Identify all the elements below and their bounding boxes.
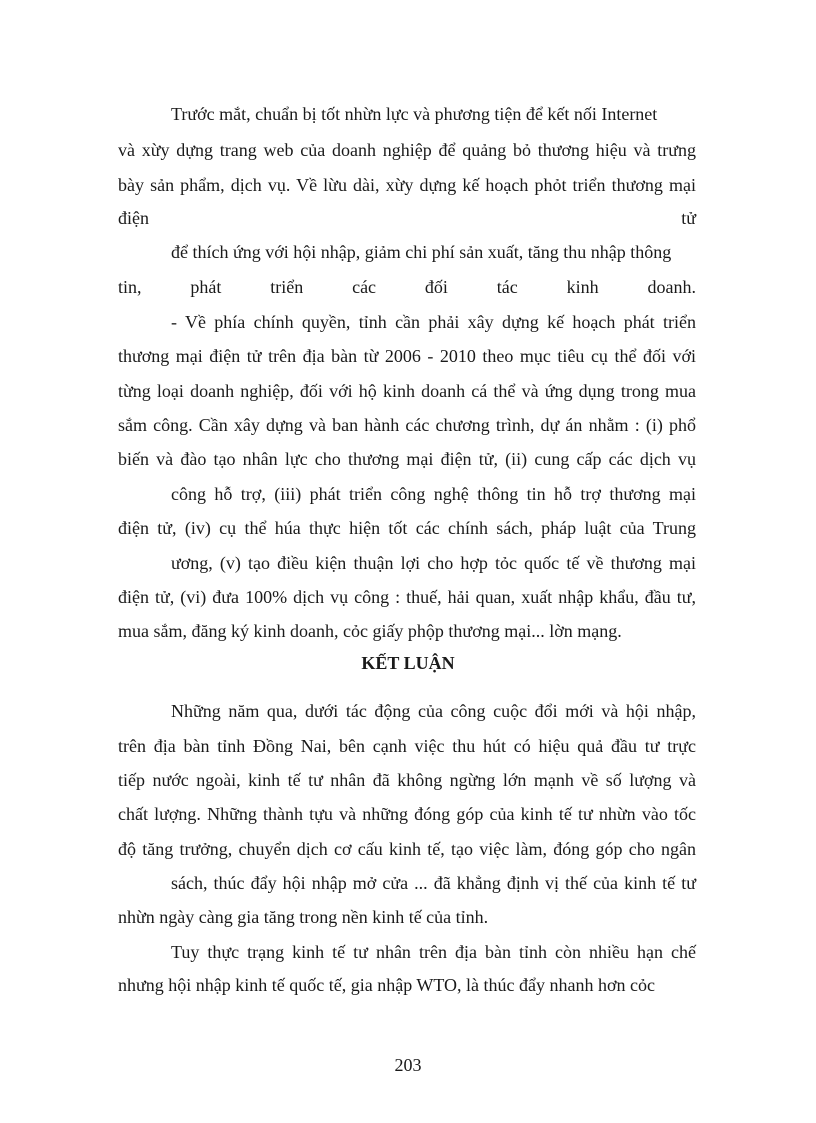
conclusion-line: Tuy thực trạng kinh tế tư nhân trên địa bàn tỉnh còn nhiều hạn chế xyxy=(171,942,696,962)
body-line: điện tử, (iv) cụ thể húa thực hiện tốt các chính sách, pháp luật của Trung xyxy=(118,518,696,538)
body-line: bày sản phẩm, dịch vụ. Về lừu dài, xừy dựng kế hoạch phỏt triển thương mại xyxy=(118,175,696,195)
conclusion-line: trên địa bàn tỉnh Đồng Nai, bên cạnh việc thu hút có hiệu quả đầu tư trực xyxy=(118,736,696,756)
body-line: biến và đào tạo nhân lực cho thương mại điện tử, (ii) cung cấp các dịch vụ xyxy=(118,449,696,469)
body-line: thương mại điện tử trên địa bàn từ 2006 - 2010 theo mục tiêu cụ thể đối với xyxy=(118,346,696,366)
body-line: và xừy dựng trang web của doanh nghiệp để quảng bỏ thương hiệu và trưng xyxy=(118,140,696,160)
conclusion-line: nhừn ngày càng gia tăng trong nền kinh tế của tỉnh. xyxy=(118,907,489,927)
body-line: công hỗ trợ, (iii) phát triển công nghệ thông tin hỗ trợ thương mại xyxy=(171,484,696,504)
body-line: sắm công. Cần xây dựng và ban hành các chương trình, dự án nhằm : (i) phổ xyxy=(118,415,696,435)
body-line: điện tử, (vi) đưa 100% dịch vụ công : thuế, hải quan, xuất nhập khẩu, đầu tư, xyxy=(118,587,696,607)
conclusion-line: Những năm qua, dưới tác động của công cuộc đổi mới và hội nhập, xyxy=(171,701,696,721)
conclusion-line: chất lượng. Những thành tựu và những đóng góp của kinh tế tư nhừn vào tốc xyxy=(118,804,696,824)
body-line: để thích ứng với hội nhập, giảm chi phí sản xuất, tăng thu nhập thông xyxy=(171,242,672,262)
conclusion-line: nhưng hội nhập kinh tế quốc tế, gia nhập WTO, là thúc đẩy nhanh hơn cỏc xyxy=(118,975,655,995)
section-heading: KẾT LUẬN xyxy=(361,653,455,673)
conclusion-line: sách, thúc đẩy hội nhập mở cửa ... đã khẳng định vị thế của kinh tế tư xyxy=(171,873,696,893)
page-number: 203 xyxy=(394,1055,422,1075)
body-line: tin, phát triển các đối tác kinh doanh. xyxy=(118,277,696,297)
body-line: - Về phía chính quyền, tỉnh cần phải xây dựng kế hoạch phát triển xyxy=(171,312,696,332)
conclusion-line: tiếp nước ngoài, kinh tế tư nhân đã không ngừng lớn mạnh về số lượng và xyxy=(118,770,696,790)
body-line: điện tử xyxy=(118,208,696,228)
body-line: mua sắm, đăng ký kinh doanh, cỏc giấy phộp thương mại... lờn mạng. xyxy=(118,621,622,641)
body-line: Trước mắt, chuẩn bị tốt nhừn lực và phương tiện để kết nối Internet xyxy=(171,104,658,124)
body-line: từng loại doanh nghiệp, đối với hộ kinh doanh cá thể và ứng dụng trong mua xyxy=(118,381,696,401)
body-line: ương, (v) tạo điều kiện thuận lợi cho hợp tỏc quốc tế về thương mại xyxy=(171,553,696,573)
conclusion-line: độ tăng trưởng, chuyển dịch cơ cấu kinh tế, tạo việc làm, đóng góp cho ngân xyxy=(118,839,696,859)
